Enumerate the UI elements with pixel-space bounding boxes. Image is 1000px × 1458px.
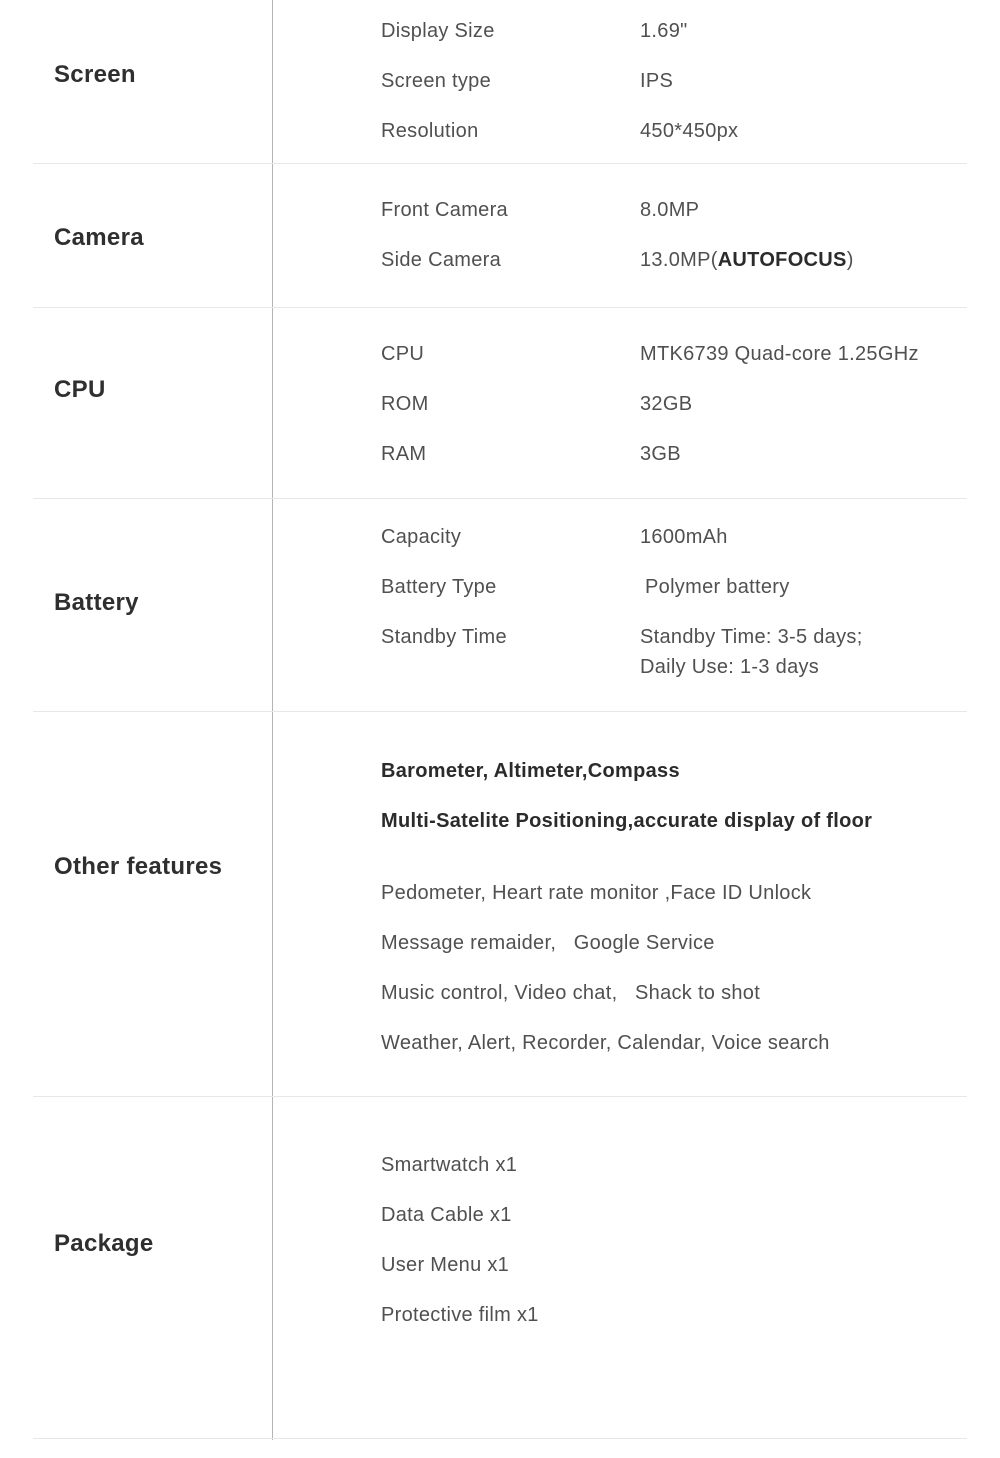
spec-value-suffix: ) (846, 249, 854, 271)
spec-label: Display Size (381, 20, 495, 42)
spec-label: CPU (381, 343, 425, 365)
spec-value: 1.69" (640, 20, 688, 42)
spec-value: 32GB (640, 393, 693, 415)
section-title-camera: Camera (54, 224, 144, 251)
spec-value: Polymer battery (645, 576, 790, 598)
feature-item: Music control, Video chat, Shack to shot (381, 982, 761, 1004)
section-divider (33, 1096, 967, 1097)
spec-label: Screen type (381, 70, 492, 92)
spec-value: MTK6739 Quad-core 1.25GHz (640, 343, 919, 365)
section-title-other-features: Other features (54, 853, 223, 880)
section-divider (33, 307, 967, 308)
feature-item: Pedometer, Heart rate monitor ,Face ID Unlock (381, 882, 812, 904)
spec-label: Side Camera (381, 249, 502, 271)
package-item: Smartwatch x1 (381, 1154, 518, 1176)
feature-item: Weather, Alert, Recorder, Calendar, Voice search (381, 1032, 830, 1054)
spec-label: Resolution (381, 120, 479, 142)
section-divider (33, 1438, 967, 1439)
feature-highlight: Multi-Satelite Positioning,accurate display of floor (381, 810, 873, 832)
spec-label: RAM (381, 443, 427, 465)
spec-value (640, 247, 854, 273)
package-item: Data Cable x1 (381, 1204, 512, 1226)
spec-value: 1600mAh (640, 526, 728, 548)
spec-value: 3GB (640, 443, 681, 465)
spec-value-line1: Standby Time: 3-5 days; (640, 626, 863, 648)
section-title-cpu: CPU (54, 376, 106, 403)
section-title-battery: Battery (54, 589, 139, 616)
spec-value: IPS (640, 70, 674, 92)
spec-value: 450*450px (640, 120, 739, 142)
spec-value-line2: Daily Use: 1-3 days (640, 656, 820, 678)
section-divider (33, 163, 967, 164)
spec-label: Front Camera (381, 199, 508, 221)
autofocus-text: AUTOFOCUS (717, 249, 847, 271)
section-title-package: Package (54, 1230, 154, 1257)
section-divider (33, 711, 967, 712)
section-title-screen: Screen (54, 61, 136, 88)
spec-label: Battery Type (381, 576, 497, 598)
spec-value: 8.0MP (640, 199, 700, 221)
feature-item: Message remaider, Google Service (381, 932, 715, 954)
spec-label: ROM (381, 393, 429, 415)
package-item: User Menu x1 (381, 1254, 510, 1276)
spec-label: Capacity (381, 526, 462, 548)
column-divider (272, 0, 273, 1440)
section-divider (33, 498, 967, 499)
feature-highlight: Barometer, Altimeter,Compass (381, 760, 680, 782)
spec-label: Standby Time (381, 626, 507, 648)
package-item: Protective film x1 (381, 1304, 539, 1326)
spec-value-prefix: 13.0MP( (640, 249, 718, 271)
